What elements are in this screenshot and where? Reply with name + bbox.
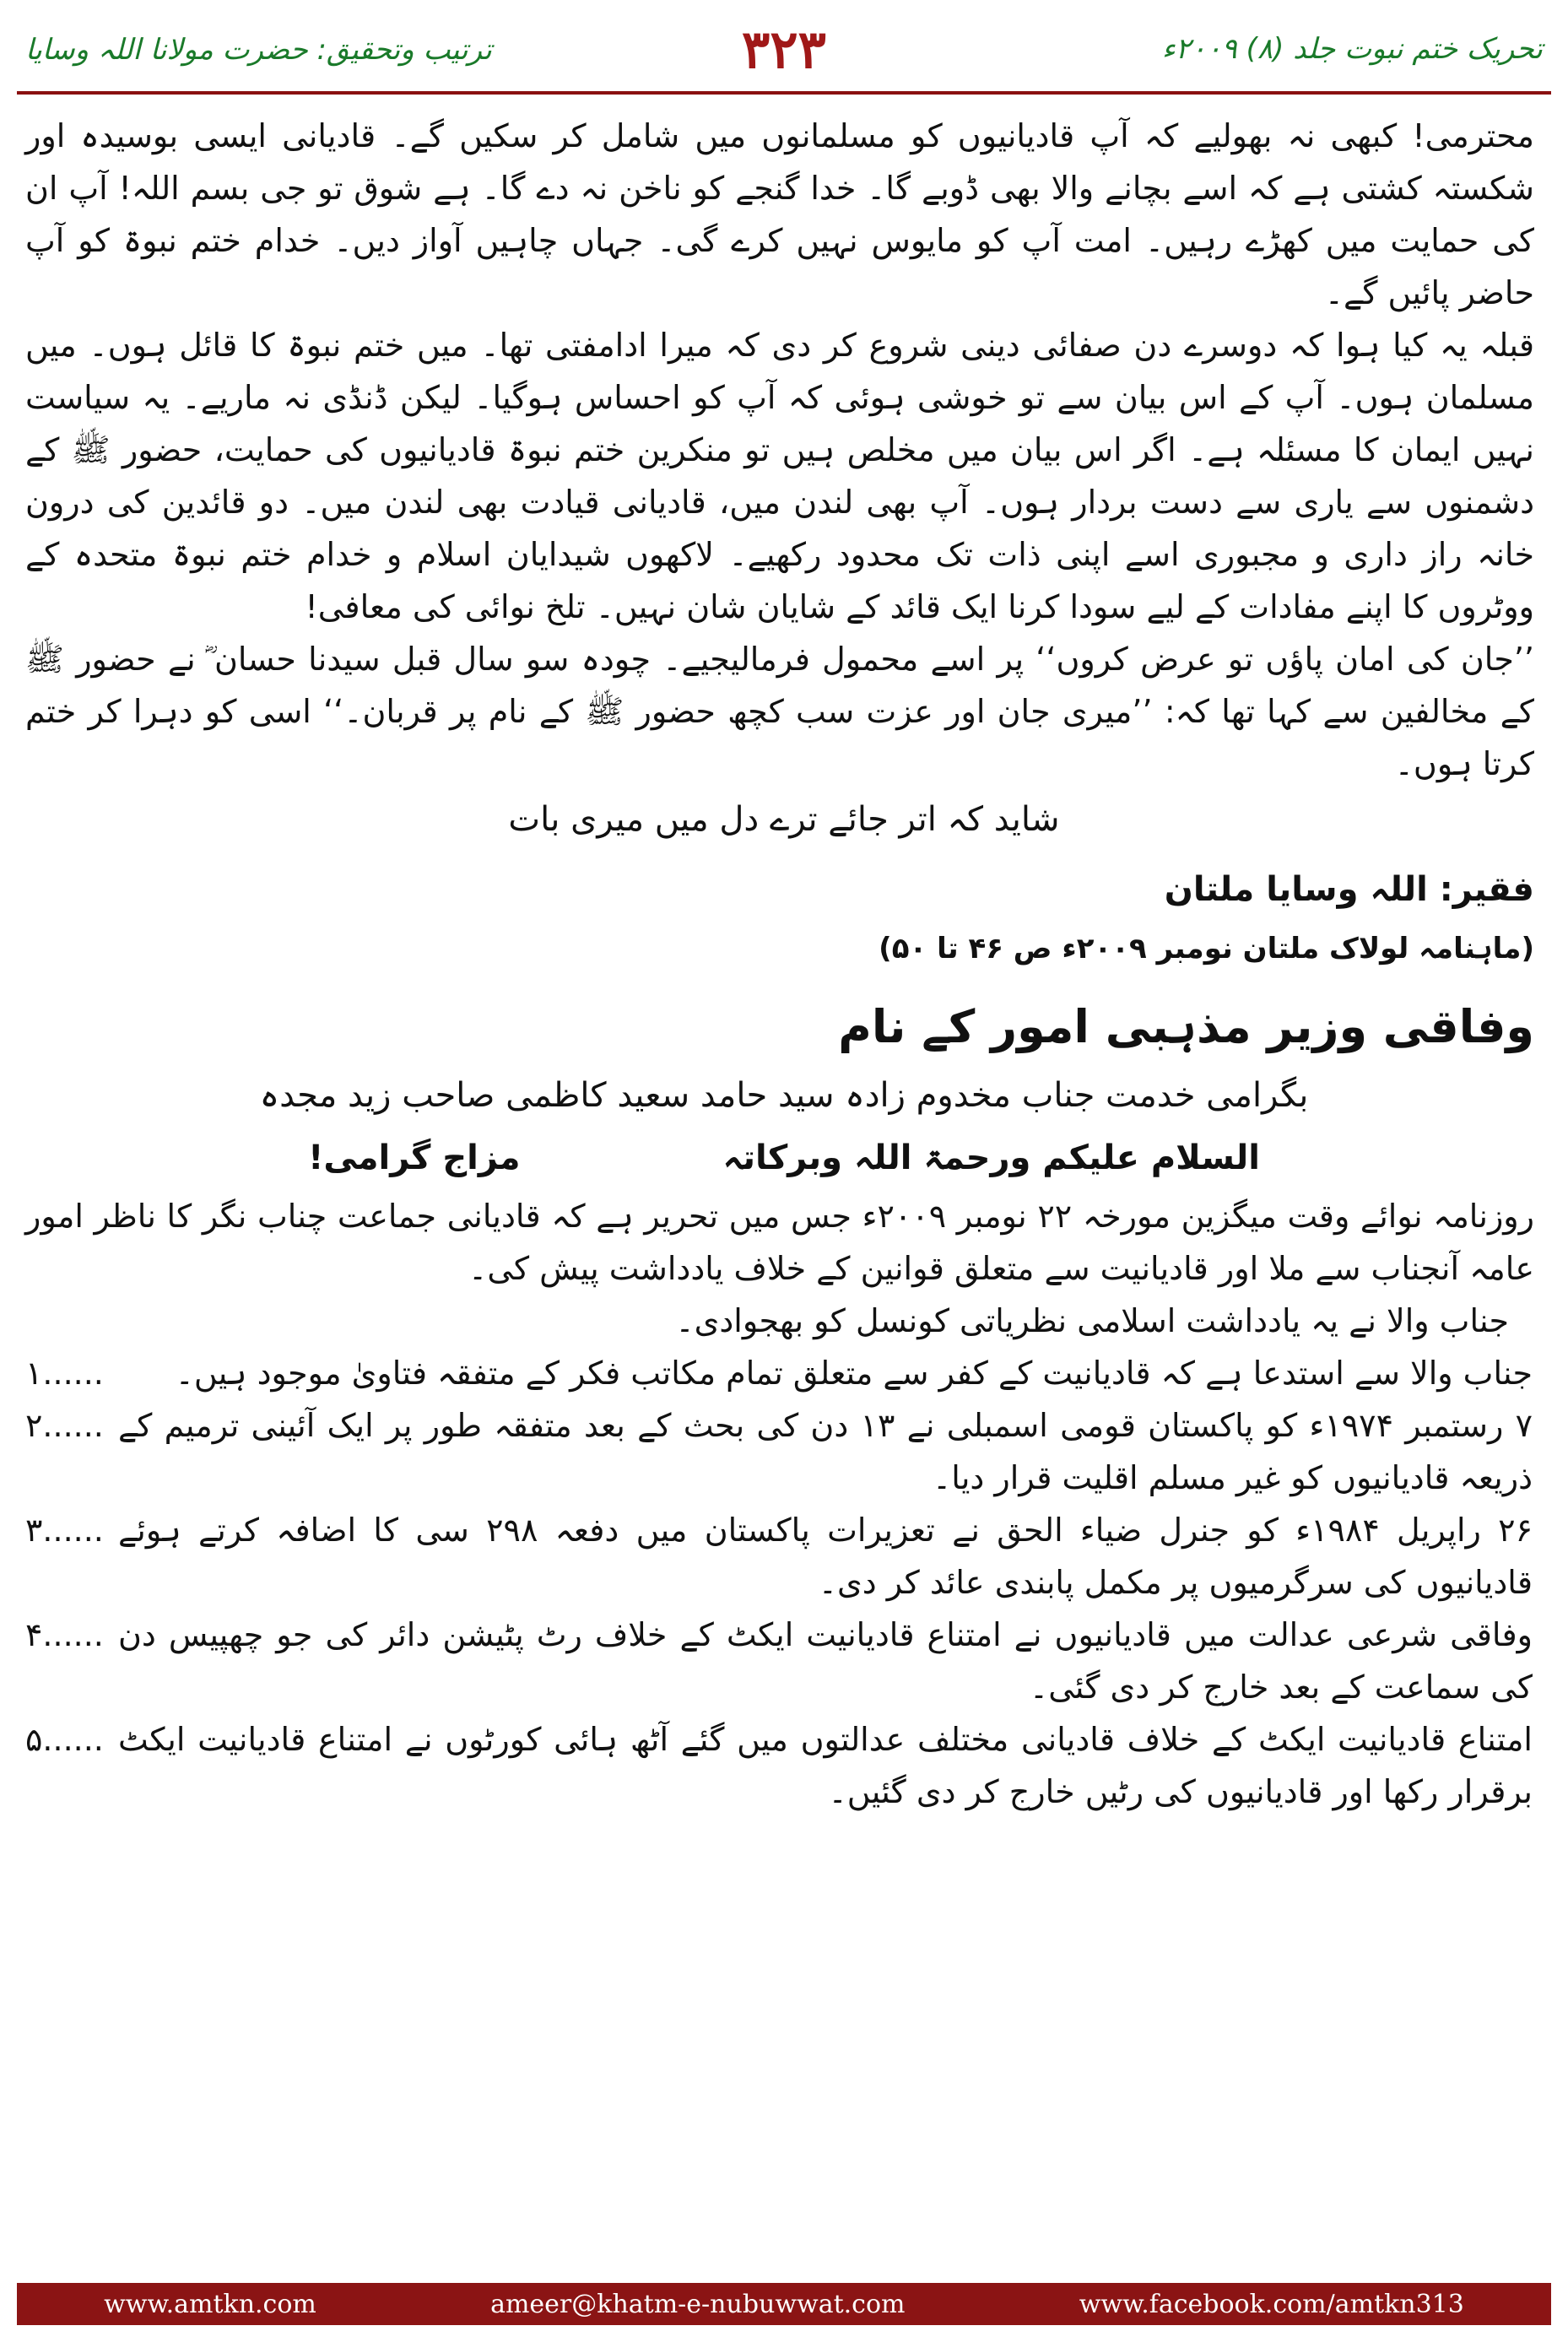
signature: فقیر: اللہ وسایا ملتان xyxy=(1164,870,1534,909)
salutation-greeting: السلام علیکم ورحمۃ اللہ وبرکاتہ xyxy=(722,1139,1260,1177)
list-item xyxy=(25,1347,1543,1399)
page-number: ۳۲۳ xyxy=(742,19,826,80)
list-item xyxy=(25,1713,1543,1818)
list-item-number: ۲...... xyxy=(25,1407,104,1444)
book-title: تحریک ختم نبوت جلد (۸) ۲۰۰۹ء xyxy=(1161,32,1543,66)
list-item-text: امتناع قادیانیت ایکٹ کے خلاف قادیانی مختلف عدالتوں میں گئے آٹھ ہائی کورٹوں نے امتناع قادیانیت ایکٹ برقرار رکھا اور قادیانیوں کی رٹیں خارج کر دی گئیں۔ xyxy=(118,1721,1533,1810)
list-item-number: ۳...... xyxy=(25,1512,104,1549)
list-item-number: ۴...... xyxy=(25,1616,104,1653)
list-item-number: ۱...... xyxy=(25,1355,104,1392)
source-reference: (ماہنامہ لولاک ملتان نومبر ۲۰۰۹ء ص ۴۶ تا ۵۰) xyxy=(879,932,1534,965)
letter-addressee: بگرامی خدمت جناب مخدوم زادہ سید حامد سعید کاظمی صاحب زید مجدہ xyxy=(259,1076,1309,1115)
list-item xyxy=(25,1609,1543,1713)
page-body xyxy=(25,110,1543,1818)
list-item-number: ۵...... xyxy=(25,1721,104,1758)
facebook-link[interactable]: www.facebook.com/amtkn313 xyxy=(1079,2289,1464,2319)
list-item xyxy=(25,1504,1543,1609)
couplet: شاید کہ اتر جائے ترے دل میں میری بات xyxy=(508,800,1060,839)
paragraph-3: ’’جان کی امان پاؤں تو عرض کروں‘‘ پر اسے محمول فرمالیجیے۔ چودہ سو سال قبل سیدنا حسان ؓ نے حضور ﷺ کے مخالفین سے کہا تھا کہ: ’’میری جان اور عزت سب کچھ حضور ﷺ کے نام پر قربان۔‘‘ اسی کو دہرا کر ختم کرتا ہوں۔ xyxy=(25,641,1534,782)
website-link[interactable]: www.amtkn.com xyxy=(104,2289,316,2319)
compiler-credit: ترتیب وتحقیق: حضرت مولانا اللہ وسایا xyxy=(25,33,492,67)
email-link[interactable]: ameer@khatm-e-nubuwwat.com xyxy=(490,2289,906,2319)
list-item-text: ۲۶ راپریل ۱۹۸۴ء کو جنرل ضیاء الحق نے تعزیرات پاکستان میں دفعہ ۲۹۸ سی کا اضافہ کرتے ہوئے قادیانیوں کی سرگرمیوں پر مکمل پابندی عائد کر دی۔ xyxy=(118,1512,1533,1601)
letter-heading: وفاقی وزیر مذہبی امور کے نام xyxy=(838,1000,1534,1053)
paragraph-1: محترمی! کبھی نہ بھولیے کہ آپ قادیانیوں کو مسلمانوں میں شامل کر سکیں گے۔ قادیانی ایسی بوسیدہ اور شکستہ کشتی ہے کہ اسے بچانے والا بھی ڈوبے گا۔ خدا گنجے کو ناخن نہ دے گا۔ ہے شوق تو جی بسم اللہ! آپ ان کی حمایت میں کھڑے رہیں۔ امت آپ کو مایوس نہیں کرے گی۔ جہاں چاہیں آواز دیں۔ خدام ختم نبوۃ کو آپ حاضر پائیں گے۔ xyxy=(25,117,1534,311)
list-item-text: جناب والا سے استدعا ہے کہ قادیانیت کے کفر سے متعلق تمام مکاتب فکر کے متفقہ فتاویٰ موجود ہیں۔ xyxy=(175,1355,1533,1392)
letter-intro: روزنامہ نوائے وقت میگزین مورخہ ۲۲ نومبر ۲۰۰۹ء جس میں تحریر ہے کہ قادیانی جماعت چناب نگر کا ناظر امور عامہ آنجناب سے ملا اور قادیانیت سے متعلق قوانین کے خلاف یادداشت پیش کی۔ xyxy=(25,1198,1534,1287)
list-item-text: وفاقی شرعی عدالت میں قادیانیوں نے امتناع قادیانیت ایکٹ کے خلاف رٹ پٹیشن دائر کی جو چھپیس دن کی سماعت کے بعد خارج کر دی گئی۔ xyxy=(118,1616,1533,1706)
salutation-inquiry: مزاج گرامی! xyxy=(308,1139,521,1177)
page-header xyxy=(0,0,1568,93)
list-item-text: ۷ رستمبر ۱۹۷۴ء کو پاکستان قومی اسمبلی نے ۱۳ دن کی بحث کے بعد متفقہ طور پر ایک آئینی ترمیم کے ذریعہ قادیانیوں کو غیر مسلم اقلیت قرار دیا۔ xyxy=(118,1407,1533,1496)
paragraph-2: قبلہ یہ کیا ہوا کہ دوسرے دن صفائی دینی شروع کر دی کہ میرا ادامفتی تھا۔ میں ختم نبوۃ کا قائل ہوں۔ میں مسلمان ہوں۔ آپ کے اس بیان سے تو خوشی ہوئی کہ آپ کو احساس ہوگیا۔ لیکن ڈنڈی نہ ماریے۔ یہ سیاست نہیں ایمان کا مسئلہ ہے۔ اگر اس بیان میں مخلص ہیں تو منکرین ختم نبوۃ قادیانیوں کی حمایت، حضور ﷺ کے دشمنوں سے یاری سے دست بردار ہوں۔ آپ بھی لندن میں، قادیانی قیادت بھی لندن میں۔ دو قائدین کی درون خانہ راز داری و مجبوری اسے اپنی ذات تک محدود رکھیے۔ لاکھوں شیدایان اسلام و خدام ختم نبوۃ متحدہ کے ووٹروں کا اپنے مفادات کے لیے سودا کرنا ایک قائد کے شایان شان نہیں۔ تلخ نوائی کی معافی! xyxy=(25,327,1534,625)
list-item xyxy=(25,1399,1543,1504)
salutation-row xyxy=(25,1126,1543,1190)
letter-line-2: جناب والا نے یہ یادداشت اسلامی نظریاتی کونسل کو بھجوادی۔ xyxy=(675,1302,1509,1339)
page-footer xyxy=(17,2283,1551,2325)
header-divider xyxy=(17,91,1551,95)
